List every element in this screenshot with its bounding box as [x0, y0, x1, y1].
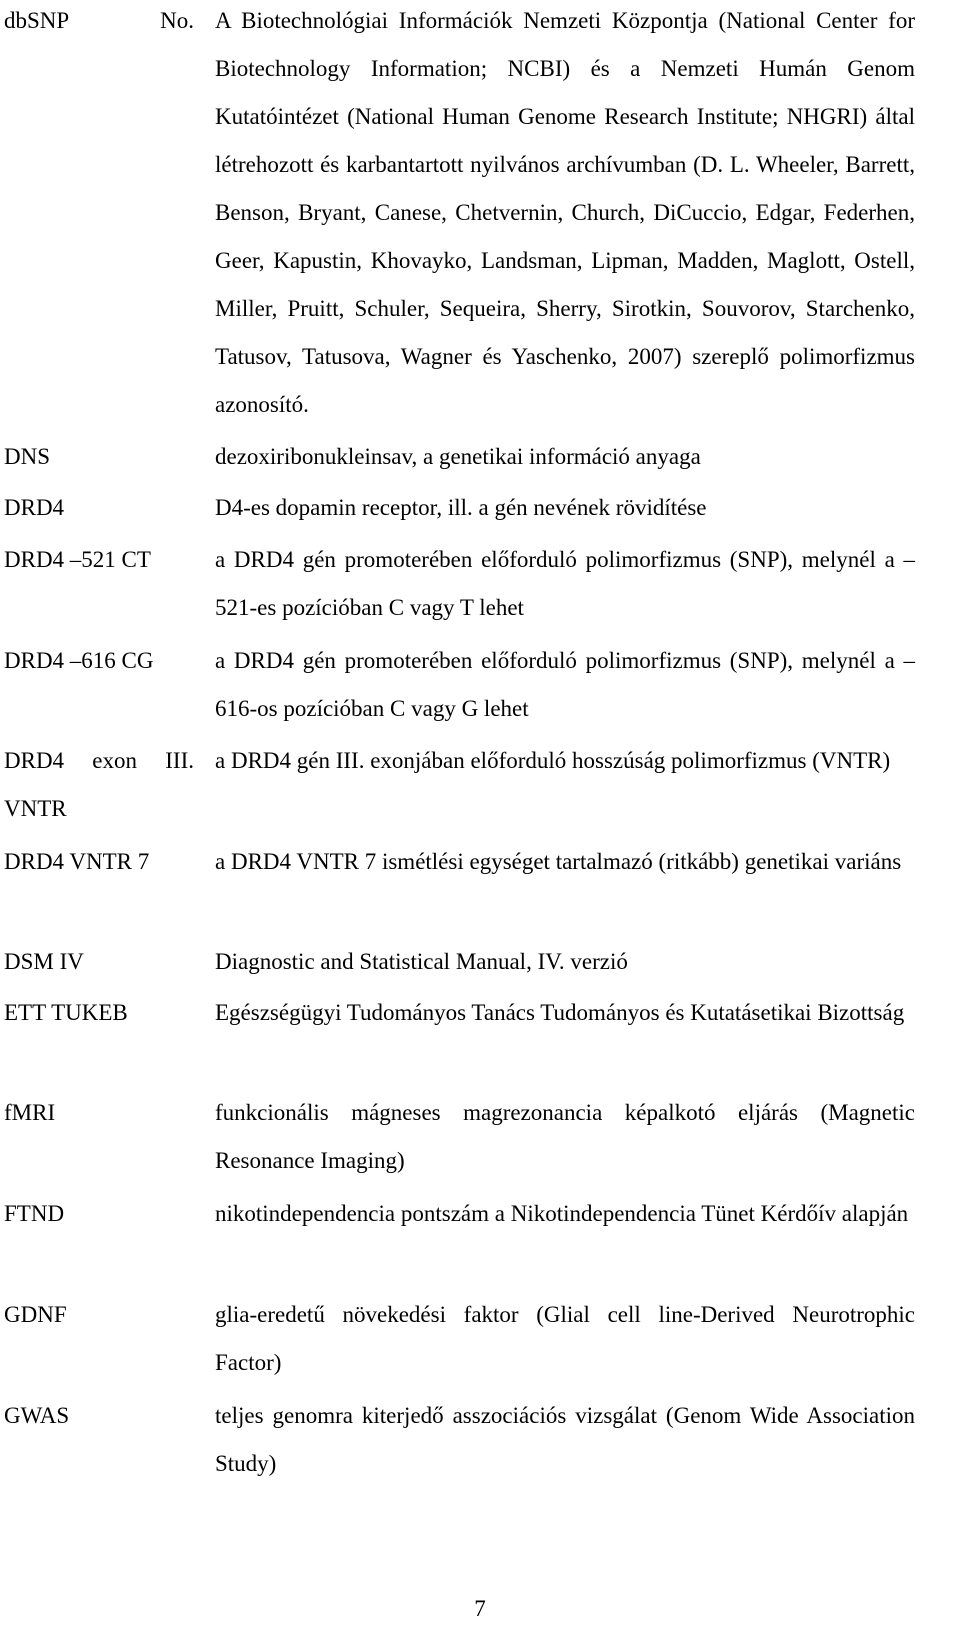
glossary-term: ETT TUKEB — [4, 1000, 128, 1025]
glossary-definition: a DRD4 gén promoterében előforduló polimorfizmus (SNP), melynél a –521-es pozícióban C vagy T lehet — [215, 547, 915, 620]
glossary-definition: funkcionális mágneses magrezonancia képalkotó eljárás (Magnetic Resonance Imaging) — [215, 1100, 915, 1173]
glossary-definition: glia-eredetű növekedési faktor (Glial cell line-Derived Neurotrophic Factor) — [215, 1302, 915, 1375]
glossary-term: DRD4 –521 CT — [4, 547, 151, 572]
glossary-term: fMRI — [4, 1100, 56, 1125]
glossary-term: DRD4 exon III. VNTR — [4, 748, 194, 821]
glossary-definition: a DRD4 VNTR 7 ismétlési egységet tartalmazó (ritkább) genetikai variáns — [215, 849, 902, 874]
glossary-definition: teljes genomra kiterjedő asszociációs vizsgálat (Genom Wide Association Study) — [215, 1403, 915, 1476]
glossary-definition: Diagnostic and Statistical Manual, IV. verzió — [215, 949, 628, 974]
glossary-definition: D4-es dopamin receptor, ill. a gén nevének rövidítése — [215, 495, 707, 520]
glossary-definition: Egészségügyi Tudományos Tanács Tudományos és Kutatásetikai Bizottság — [215, 1000, 905, 1025]
glossary-definition: A Biotechnológiai Információk Nemzeti Központja (National Center for Biotechnology Information; NCBI) és a Nemzeti Humán Genom Kutatóintézet (National Human Genome Research Institute; NHGRI) által létrehozott és karbantartott nyilvános archívumban (D. L. Wheeler, Barrett, Benson, Bryant, Canese, Chetvernin, Church, DiCuccio, Edgar, Federhen, Geer, Kapustin, Khovayko, Landsman, Lipman, Madden, Maglott, Ostell, Miller, Pruitt, Schuler, Sequeira, Sherry, Sirotkin, Souvorov, Starchenko, Tatusov, Tatusova, Wagner és Yaschenko, 2007) szereplő polimorfizmus azonosító. — [215, 8, 915, 417]
glossary-term: GWAS — [4, 1403, 70, 1428]
glossary-definition: dezoxiribonukleinsav, a genetikai információ anyaga — [215, 444, 701, 469]
glossary-term: dbSNP No. — [4, 8, 194, 33]
glossary-term: DNS — [4, 444, 51, 469]
glossary-term: GDNF — [4, 1302, 67, 1327]
glossary-term: DRD4 — [4, 495, 65, 520]
glossary-definition: a DRD4 gén III. exonjában előforduló hosszúság polimorfizmus (VNTR) — [215, 748, 891, 773]
page-number: 7 — [474, 1596, 486, 1621]
glossary-term: DRD4 VNTR 7 — [4, 849, 150, 874]
glossary-term: FTND — [4, 1201, 65, 1226]
glossary-term: DRD4 –616 CG — [4, 648, 154, 673]
glossary-term: DSM IV — [4, 949, 84, 974]
glossary-definition: nikotindependencia pontszám a Nikotindependencia Tünet Kérdőív alapján — [215, 1201, 909, 1226]
glossary-definition: a DRD4 gén promoterében előforduló polimorfizmus (SNP), melynél a –616-os pozícióban C vagy G lehet — [215, 648, 915, 721]
